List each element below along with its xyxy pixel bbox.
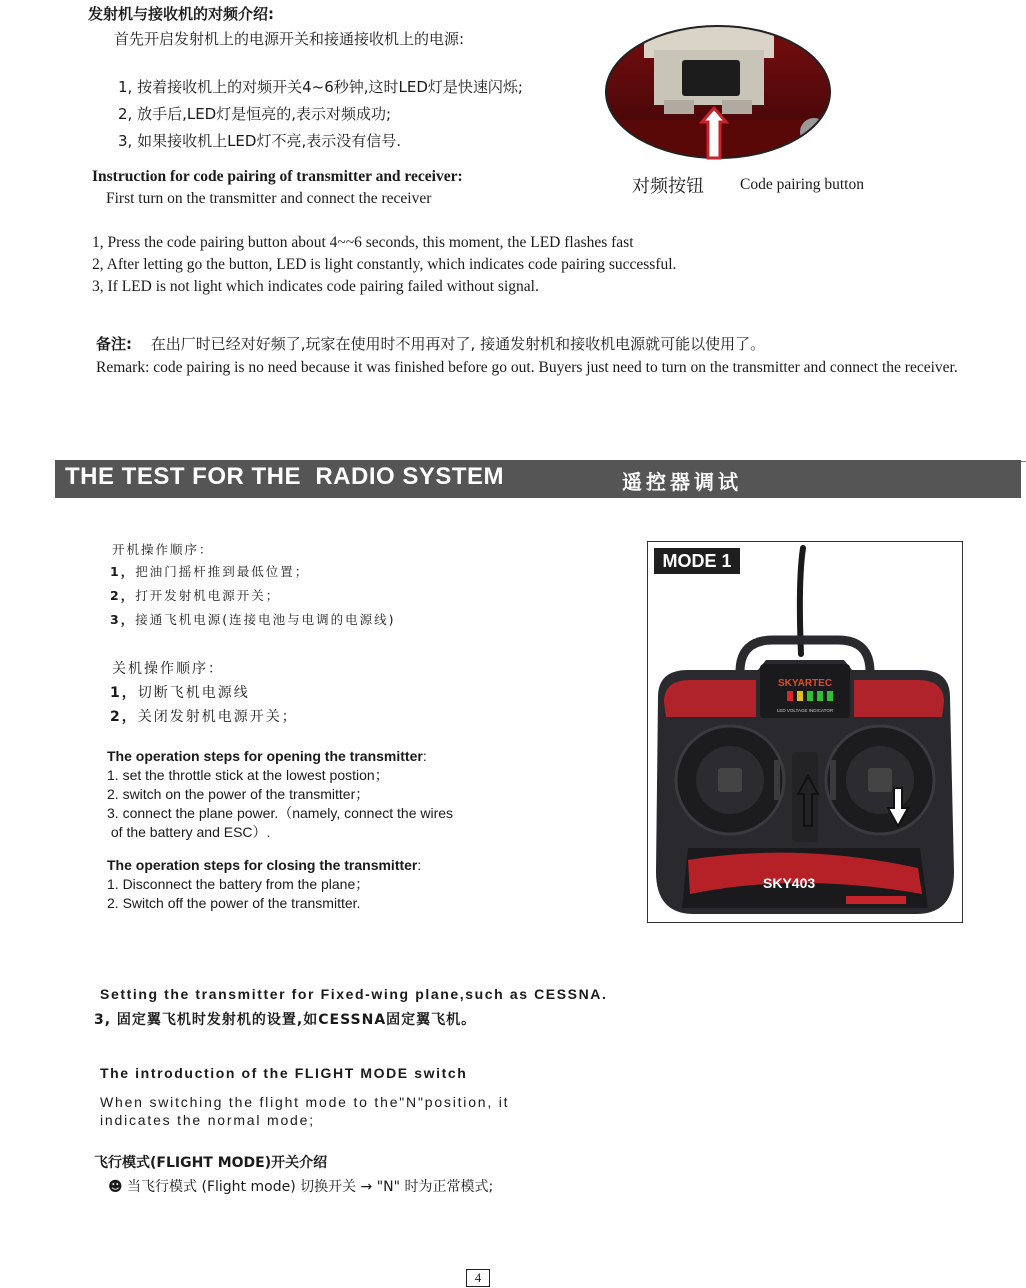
flight-mode-body-en: When switching the flight mode to the"N"position, it indicates the normal mode; <box>100 1094 510 1128</box>
remark-label-cn: 备注: <box>96 335 132 353</box>
pairing-button-photo <box>604 20 832 160</box>
startup-step-en: of the battery and ESC）. <box>107 824 271 840</box>
step-text: 关闭发射机电源开关； <box>137 709 298 725</box>
remark-text-cn: 在出厂时已经对好频了,玩家在使用时不用再对了, 接通发射机和接收机电源就可能以使用了。 <box>150 335 766 353</box>
dip-switch-bank <box>846 896 906 904</box>
step-text: 切断飞机电源线 <box>137 685 250 701</box>
startup-step-cn <box>110 562 309 580</box>
pairing-title-cn: 发射机与接收机的对频介绍: <box>88 5 274 23</box>
trim-slider <box>774 760 780 800</box>
banner-title-en: THE TEST FOR THE RADIO SYSTEM <box>65 463 505 490</box>
voltage-led <box>787 691 793 701</box>
mode-badge: MODE 1 <box>654 548 740 574</box>
model-label: SKY403 <box>763 875 816 891</box>
right-red-trim <box>854 680 944 717</box>
pairing-step-en: 1, Press the code pairing button about 4~~6 seconds, this moment, the LED flashes fast <box>92 234 634 251</box>
pairing-intro-cn: 首先开启发射机上的电源开关和接通接收机上的电源: <box>114 30 465 48</box>
photo-caption-cn: 对频按钮 <box>632 176 704 197</box>
step-number: 2， <box>110 709 138 725</box>
step-text: 把油门摇杆推到最低位置； <box>135 564 310 579</box>
pairing-step-cn: 3, 如果接收机上LED灯不亮,表示没有信号. <box>118 132 402 150</box>
photo-caption-en: Code pairing button <box>740 176 864 193</box>
flight-mode-title-cn: 飞行模式(FLIGHT MODE)开关介绍 <box>94 1155 328 1171</box>
shutdown-title-cn: 关机操作顺序： <box>112 661 224 677</box>
startup-step-en: 1. set the throttle stick at the lowest postion； <box>107 767 389 783</box>
remark-cn <box>96 333 765 354</box>
banner-title-cn: 遥控器调试 <box>622 470 742 494</box>
shutdown-step-cn <box>110 682 250 702</box>
startup-step-cn <box>110 610 395 628</box>
brand-logo: SKYARTEC <box>777 678 833 689</box>
startup-step-cn <box>110 586 280 604</box>
pairing-step-en: 2, After letting go the button, LED is light constantly, which indicates code pairing successful. <box>92 256 677 273</box>
shutdown-section-en <box>107 856 421 913</box>
left-stick <box>718 768 742 792</box>
pairing-title-en: Instruction for code pairing of transmitter and receiver: <box>92 168 463 185</box>
startup-title-en: The operation steps for opening the transmitter: <box>107 748 427 764</box>
banner-divider <box>1021 461 1026 462</box>
flight-mode-title-en: The introduction of the FLIGHT MODE switch <box>100 1065 468 1081</box>
indicator-label: LED VOLTAGE INDICATOR <box>776 708 834 713</box>
transmitter-illustration <box>648 542 960 920</box>
shutdown-title-en: The operation steps for closing the transmitter: <box>107 857 422 873</box>
pairing-step-cn: 1, 按着接收机上的对频开关4~6秒钟,这时LED灯是快速闪烁; <box>118 78 523 96</box>
page-number: 4 <box>466 1269 490 1287</box>
step-number: 1， <box>110 685 138 701</box>
startup-step-en: 3. connect the plane power.（namely, connect the wires <box>107 805 454 821</box>
voltage-led <box>827 691 833 701</box>
step-number: 1， <box>110 564 136 579</box>
step-number: 2， <box>110 588 136 603</box>
pairing-intro-en: First turn on the transmitter and connect the receiver <box>106 190 432 207</box>
flight-mode-body-cn: ☻ 当飞行模式 (Flight mode) 切换开关 → "N" 时为正常模式; <box>108 1179 494 1195</box>
step-text: 接通飞机电源(连接电池与电调的电源线) <box>135 612 396 627</box>
shutdown-step-cn <box>110 706 298 726</box>
pairing-step-cn: 2, 放手后,LED灯是恒亮的,表示对频成功; <box>118 105 392 123</box>
shutdown-step-en: 2. Switch off the power of the transmitter. <box>107 895 361 911</box>
voltage-led <box>817 691 823 701</box>
pairing-step-en: 3, If LED is not light which indicates code pairing failed without signal. <box>92 278 539 295</box>
voltage-led <box>807 691 813 701</box>
startup-section-en <box>107 747 453 842</box>
startup-step-en: 2. switch on the power of the transmitter； <box>107 786 370 802</box>
setting-title-cn: 3, 固定翼飞机时发射机的设置,如CESSNA固定翼飞机。 <box>94 1012 477 1028</box>
remark-en: Remark: code pairing is no need because it was finished before go out. Buyers just need to turn on the transmitter and connect the receiver. <box>96 359 958 376</box>
shutdown-step-en: 1. Disconnect the battery from the plane； <box>107 876 370 892</box>
trim-slider <box>830 760 836 800</box>
startup-title-cn: 开机操作顺序： <box>112 542 214 557</box>
left-red-trim <box>664 680 756 717</box>
voltage-led <box>797 691 803 701</box>
right-stick <box>868 768 892 792</box>
step-text: 打开发射机电源开关； <box>135 588 281 603</box>
setting-title-en: Setting the transmitter for Fixed-wing plane,such as CESSNA. <box>100 986 608 1002</box>
step-number: 3， <box>110 612 136 627</box>
